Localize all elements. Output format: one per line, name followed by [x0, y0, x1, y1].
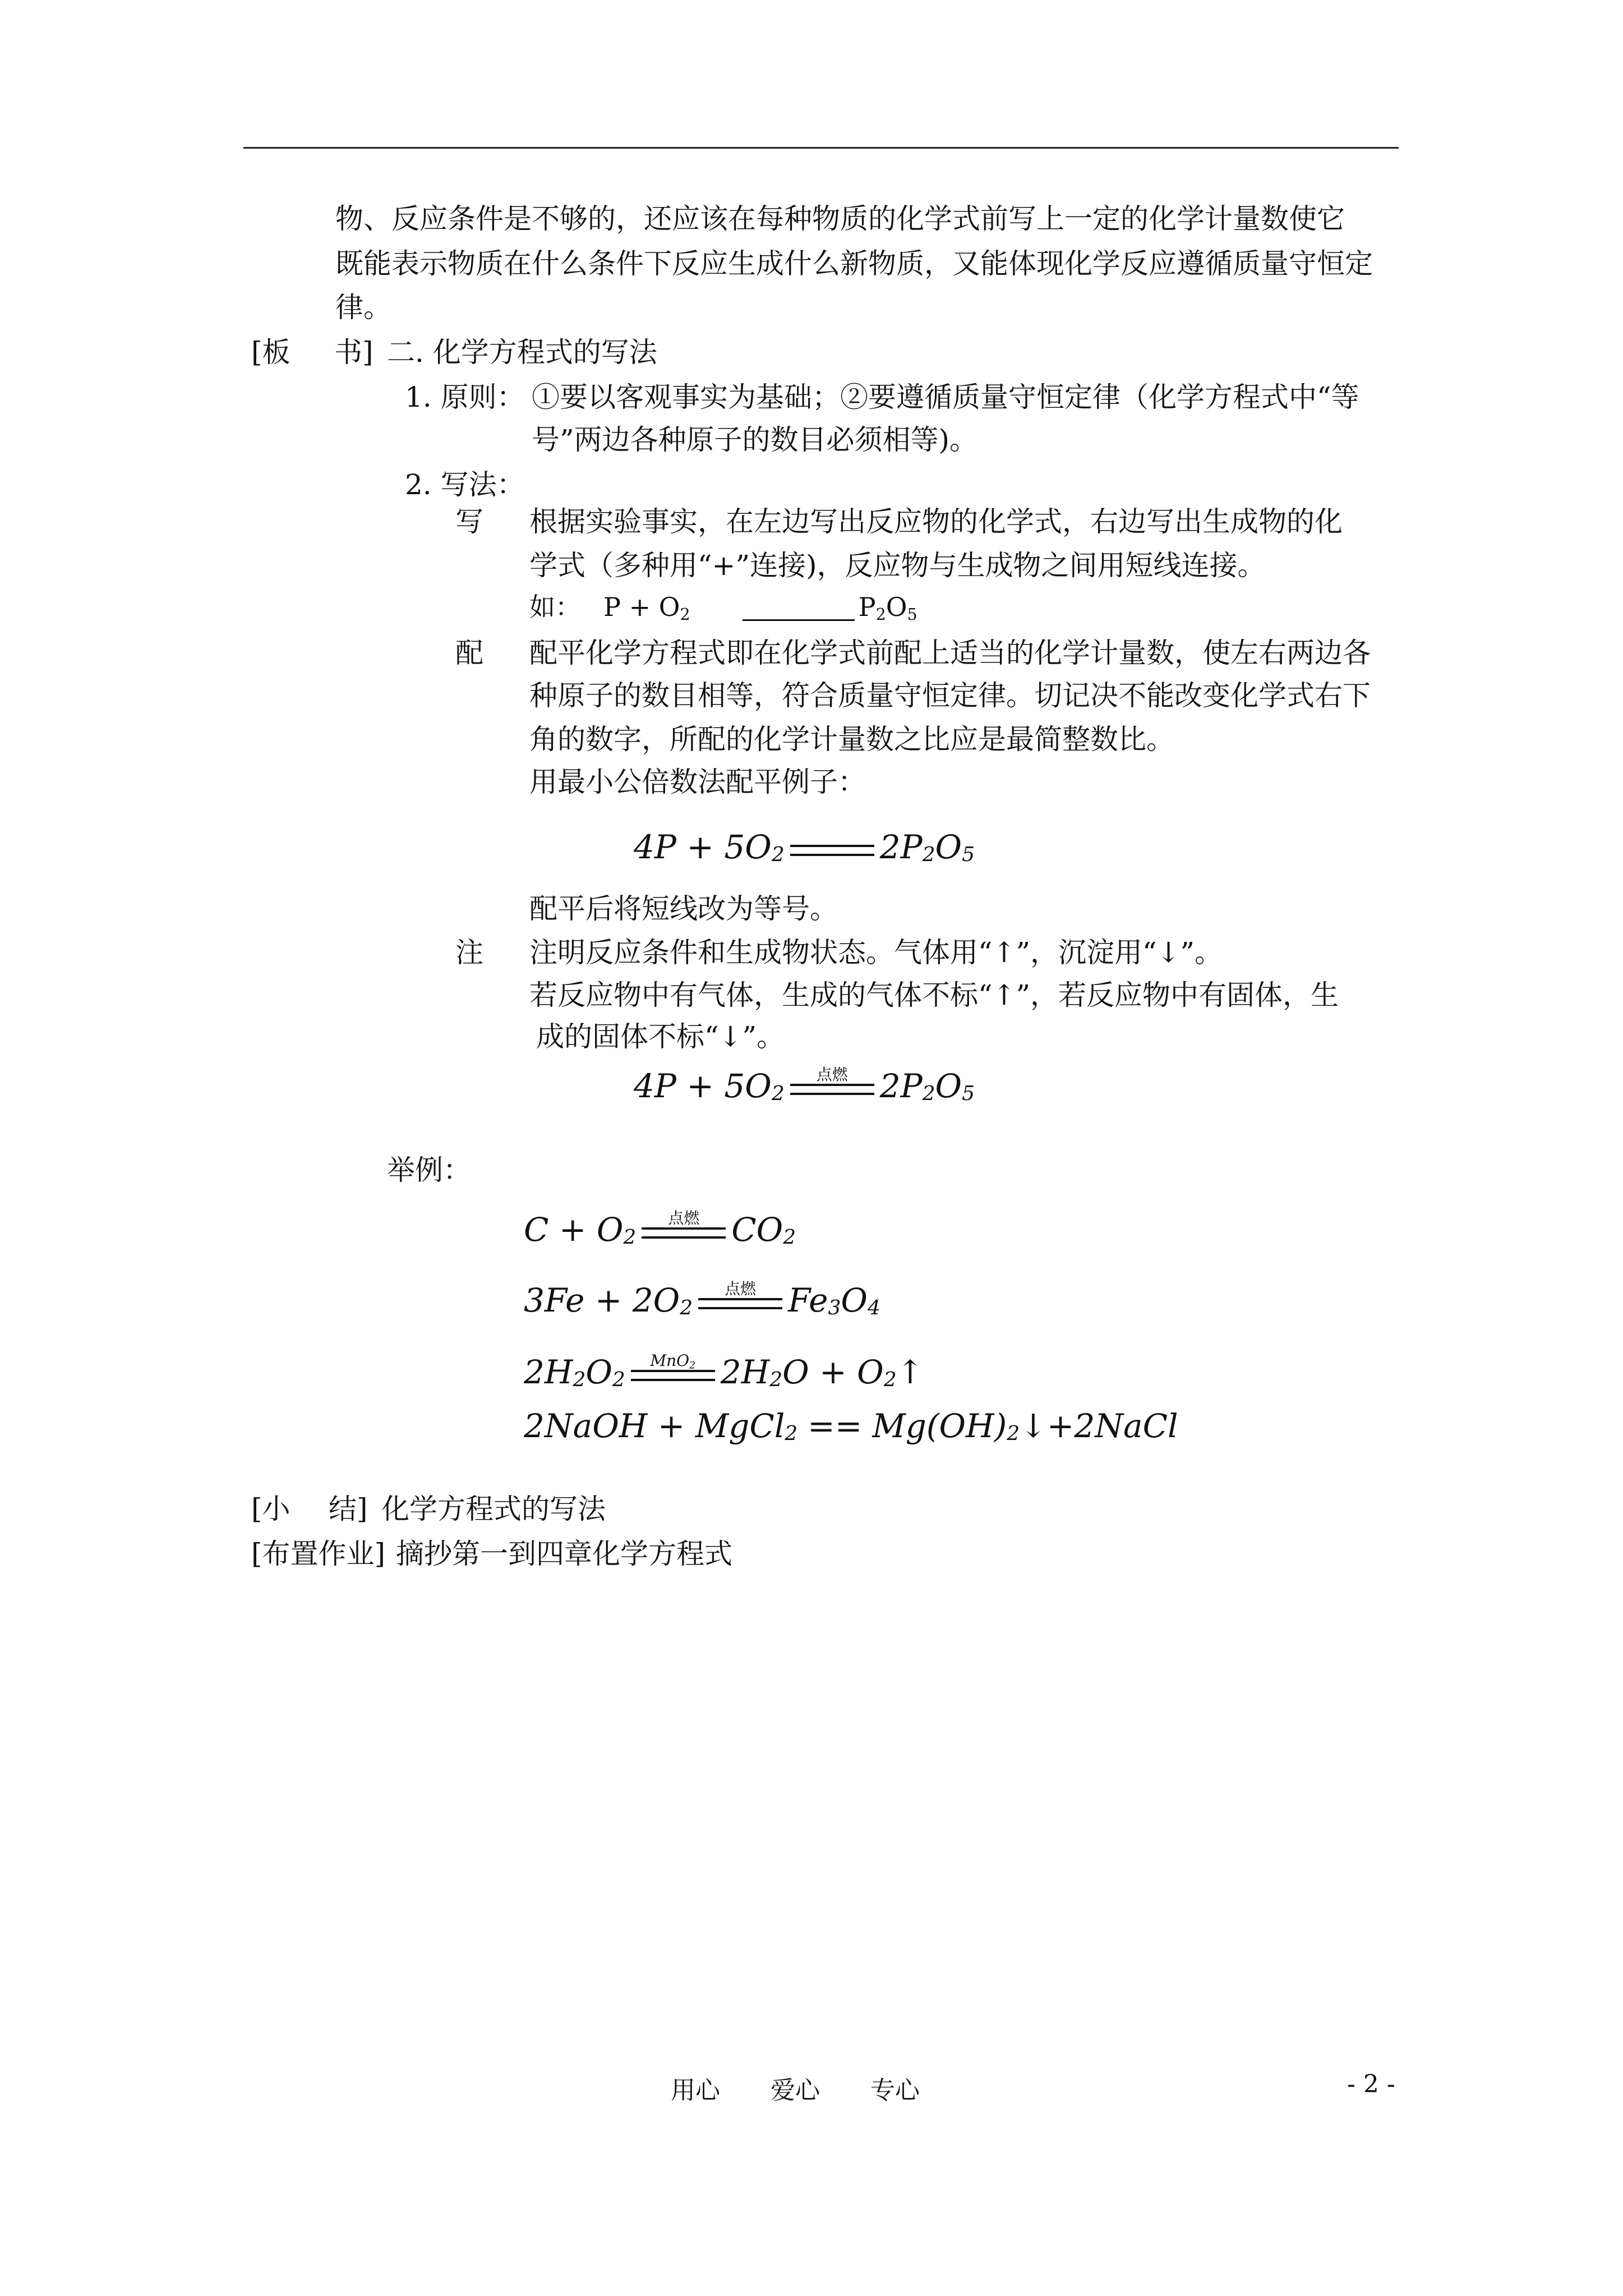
example-right-sub1: 2	[875, 605, 886, 624]
example-left: P + O	[603, 592, 680, 622]
example-prefix: 如：	[529, 592, 581, 622]
example-equation-4	[524, 1407, 1178, 1445]
ex1-left-sub: 2	[623, 1226, 637, 1249]
board-title: 二. 化学方程式的写法	[387, 336, 657, 369]
eq2-right: 2P	[879, 1067, 923, 1105]
example-right-sub2: 5	[907, 605, 917, 624]
ex3-right-sub1: 2	[769, 1368, 783, 1391]
method-label: 2. 写法：	[405, 468, 525, 501]
principle-line-2: 号”两边各种原子的数目必须相等)。	[532, 424, 978, 456]
intro-line-1: 物、反应条件是不够的，还应该在每种物质的化学式前写上一定的化学计量数使它	[335, 203, 1345, 235]
homework-text: 摘抄第一到四章化学方程式	[396, 1538, 732, 1570]
balanced-equation-1	[634, 827, 975, 866]
ex1-condition: 点燃	[668, 1209, 700, 1227]
ex4-left-sub: 2	[785, 1422, 798, 1445]
eq1-double-line	[790, 845, 874, 856]
board-label-open: [板	[251, 336, 291, 369]
ex3-left: 2H	[524, 1353, 573, 1391]
note-line-3: 成的固体不标“↓”。	[536, 1020, 785, 1053]
eq1-right-sub1: 2	[922, 843, 935, 866]
example-equation-3	[524, 1352, 924, 1391]
ex4-right-sub: 2	[1007, 1422, 1020, 1445]
gas-arrow-icon: ↑	[896, 1353, 924, 1391]
intro-line-3: 律。	[335, 291, 391, 324]
ex1-equals	[642, 1209, 726, 1249]
eq2-double-line	[790, 1084, 874, 1095]
ex3-right: 2H	[720, 1353, 770, 1391]
example-right: P	[858, 592, 876, 622]
ex2-right-sub2: 4	[867, 1296, 880, 1319]
write-example	[529, 586, 917, 636]
ex3-double-line	[631, 1370, 715, 1381]
eq2-equals	[790, 1066, 874, 1105]
balance-tag: 配	[455, 637, 483, 669]
ex2-left-sub: 2	[680, 1296, 693, 1319]
ex3-condition-sub: 2	[689, 1360, 696, 1372]
footer-motto-1: 用心	[671, 2076, 720, 2105]
eq1-left: 4P + 5O	[634, 828, 772, 866]
balanced-equation-2	[634, 1066, 975, 1105]
ex3-left-sub1: 2	[573, 1368, 586, 1391]
ex3-left-mid: O	[585, 1353, 612, 1391]
eq2-right-sub2: 5	[962, 1082, 975, 1105]
ex1-right-sub: 2	[783, 1226, 796, 1249]
summary-label-open: [小	[251, 1493, 291, 1525]
ex3-left-sub2: 2	[612, 1368, 625, 1391]
ex3-condition-text: MnO	[650, 1351, 690, 1370]
eq2-condition: 点燃	[816, 1065, 848, 1084]
ex1-double-line	[642, 1227, 726, 1239]
note-tag: 注	[455, 936, 483, 969]
ex1-right: CO	[731, 1211, 783, 1249]
ex3-right-mid: O + O	[782, 1353, 884, 1391]
balance-line-3: 角的数字，所配的化学计量数之比应是最简整数比。	[529, 723, 1174, 756]
header-rule	[243, 147, 1399, 149]
page-number: - 2 -	[1347, 2070, 1395, 2099]
eq2-right-mid: O	[935, 1067, 962, 1105]
examples-label: 举例：	[387, 1154, 471, 1186]
ex2-double-line	[698, 1298, 782, 1309]
example-equation-2	[524, 1280, 880, 1319]
balance-line-4: 用最小公倍数法配平例子：	[529, 766, 866, 798]
ex4-right: Mg(OH)	[872, 1407, 1007, 1445]
ex3-equals	[631, 1352, 715, 1391]
footer-motto-3: 专心	[870, 2076, 920, 2105]
example-right-mid: O	[886, 592, 907, 622]
eq1-right: 2P	[879, 828, 923, 866]
intro-line-2: 既能表示物质在什么条件下反应生成什么新物质，又能体现化学反应遵循质量守恒定	[335, 247, 1373, 280]
precipitate-arrow-icon: ↓	[1020, 1407, 1047, 1445]
ex2-right-sub1: 3	[828, 1296, 841, 1319]
eq2-left: 4P + 5O	[634, 1067, 772, 1105]
write-tag: 写	[455, 505, 483, 538]
note-line-2: 若反应物中有气体，生成的气体不标“↑”，若反应物中有固体，生	[529, 979, 1339, 1011]
eq1-right-mid: O	[935, 828, 962, 866]
principle-line-1: ①要以客观事实为基础；②要遵循质量守恒定律（化学方程式中“等	[532, 381, 1359, 413]
ex2-equals	[698, 1280, 782, 1319]
eq2-left-sub: 2	[771, 1082, 785, 1105]
ex4-left: 2NaOH + MgCl	[524, 1407, 785, 1445]
ex2-condition: 点燃	[725, 1280, 757, 1298]
ex1-left: C + O	[524, 1211, 624, 1249]
ex2-right-mid: O	[841, 1281, 868, 1319]
summary-label-close: 结]	[329, 1493, 368, 1525]
example-left-sub: 2	[680, 605, 690, 624]
write-line-2: 学式（多种用“+”连接)，反应物与生成物之间用短线连接。	[529, 549, 1266, 582]
example-equation-1	[524, 1209, 796, 1249]
connecting-short-line	[743, 619, 855, 621]
eq1-left-sub: 2	[771, 843, 785, 866]
eq1-equals	[790, 827, 874, 866]
ex4-equals: ==	[808, 1407, 863, 1445]
principle-label: 1. 原则：	[405, 381, 525, 413]
write-line-1: 根据实验事实，在左边写出反应物的化学式，右边写出生成物的化	[529, 505, 1343, 538]
footer-motto-2: 爱心	[771, 2076, 820, 2105]
ex3-condition	[650, 1352, 695, 1370]
board-label-close: 书]	[334, 336, 374, 369]
homework-label: [布置作业]	[251, 1538, 386, 1570]
summary-text: 化学方程式的写法	[381, 1493, 606, 1525]
ex2-left: 3Fe + 2O	[524, 1281, 680, 1319]
eq2-right-sub1: 2	[922, 1082, 935, 1105]
ex3-right-sub2: 2	[883, 1368, 897, 1391]
balance-line-1: 配平化学方程式即在化学式前配上适当的化学计量数，使左右两边各	[529, 637, 1371, 669]
ex2-right: Fe	[788, 1281, 828, 1319]
note-line-1: 注明反应条件和生成物状态。气体用“↑”，沉淀用“↓”。	[529, 936, 1223, 969]
ex4-right-tail: +2NaCl	[1046, 1407, 1178, 1445]
eq1-right-sub2: 5	[962, 843, 975, 866]
balance-line-2: 种原子的数目相等，符合质量守恒定律。切记决不能改变化学式右下	[529, 679, 1371, 712]
balance-after: 配平后将短线改为等号。	[529, 892, 838, 925]
